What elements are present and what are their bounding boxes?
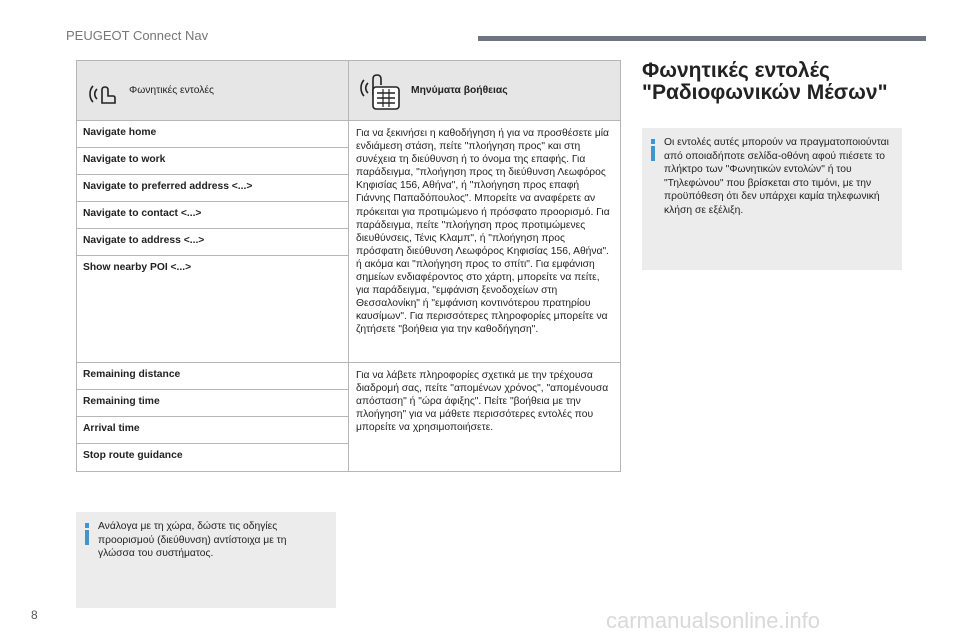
command-cell: Navigate to work: [77, 148, 349, 175]
help-text-navigation: Για να ξεκινήσει η καθοδήγηση ή για να προσθέσετε μία ενδιάμεση στάση, πείτε "πλοήγηση προς" και στη συνέχεια τη διεύθυνση ή το όνομα της επαφής. Για παράδειγμα, "πλοήγηση προς τη διεύθυνση Λεωφόρος Κηφισίας 156, Αθήνα", ή "πλοήγηση προς επαφή Γιάννης Παπαδόπουλος". Μπορείτε να αναφέρετε αν πρόκειται για προτιμώμενο ή πρόσφατο προορισμό. Για παράδειγμα, πείτε "πλοήγηση προς προτιμώμενες διευθύνσεις, Τένις Κλαμπ", ή "πλοήγηση προς πρόσφατη διεύθυνση Λεωφόρος Κηφισίας 156, Αθήνα". ή ακόμα και "πλοήγηση προς το σπίτι". Για εμφάνιση σημείων ενδιαφέροντος στο χάρτη, μπορείτε να πείτε, για παράδειγμα, "εμφάνιση ξενοδοχείων στη Θεσσαλονίκη" ή "εμφάνιση κοντινότερου πρατηρίου καυσίμων". Για περισσότερες πληροφορίες μπορείτε να ζητήσετε "βοήθεια για την καθοδήγηση".: [349, 121, 621, 363]
command-cell: Navigate to contact <...>: [77, 202, 349, 229]
page-number: 8: [31, 608, 38, 622]
table-header-commands: [77, 61, 349, 121]
help-text-route-info: Για να λάβετε πληροφορίες σχετικά με την τρέχουσα διαδρομή σας, πείτε "απομένων χρόνος", "απομένουσα απόσταση" ή "ώρα άφιξης". Πείτε "βοήθεια με την πλοήγηση" για να μάθετε περισσότερες εντολές που μπορείτε να χρησιμοποιήσετε.: [349, 363, 621, 472]
command-cell: Arrival time: [77, 417, 349, 444]
command-cell: Remaining distance: [77, 363, 349, 390]
media-commands-note-text: Οι εντολές αυτές μπορούν να πραγματοποιούνται από οποιαδήποτε σελίδα-οθόνη αφού πιέσετε το πλήκτρο των "Φωνητικών εντολών" ή του "Τηλεφώνου" που βρίσκεται στο τιμόνι, με την προϋπόθεση ότι δεν υπάρχει καμία τηλεφωνική κλήση σε εξέλιξη.: [664, 137, 889, 216]
command-cell: Stop route guidance: [77, 444, 349, 472]
table-header-row: [77, 61, 621, 121]
table-header-help: [349, 61, 621, 121]
col-header-help-messages: Μηνύματα βοήθειας: [411, 85, 508, 96]
info-icon: [651, 139, 655, 161]
media-commands-note-box: [642, 128, 902, 270]
info-icon: [85, 523, 89, 545]
command-cell: Navigate to preferred address <...>: [77, 175, 349, 202]
command-cell: Navigate home: [77, 121, 349, 148]
header-divider: [478, 36, 926, 41]
country-note-box: [76, 512, 336, 608]
command-cell: Remaining time: [77, 390, 349, 417]
country-note-text: Ανάλογα με τη χώρα, δώστε τις οδηγίες προορισμού (διεύθυνση) αντίστοιχα με τη γλώσσα του συστήματος.: [98, 521, 287, 559]
manual-header-title: PEUGEOT Connect Nav: [66, 28, 209, 43]
command-cell: Show nearby POI <...>: [77, 256, 349, 363]
voice-commands-table: [76, 60, 621, 472]
voice-help-icon: [359, 71, 403, 111]
voice-command-icon: [87, 76, 121, 106]
table-row: [77, 121, 621, 148]
col-header-voice-commands: Φωνητικές εντολές: [129, 85, 214, 96]
watermark: carmanualsonline.info: [606, 608, 821, 633]
command-cell: Navigate to address <...>: [77, 229, 349, 256]
table-row: [77, 363, 621, 390]
section-title: Φωνητικές εντολές "Ραδιοφωνικών Μέσων": [642, 59, 888, 104]
